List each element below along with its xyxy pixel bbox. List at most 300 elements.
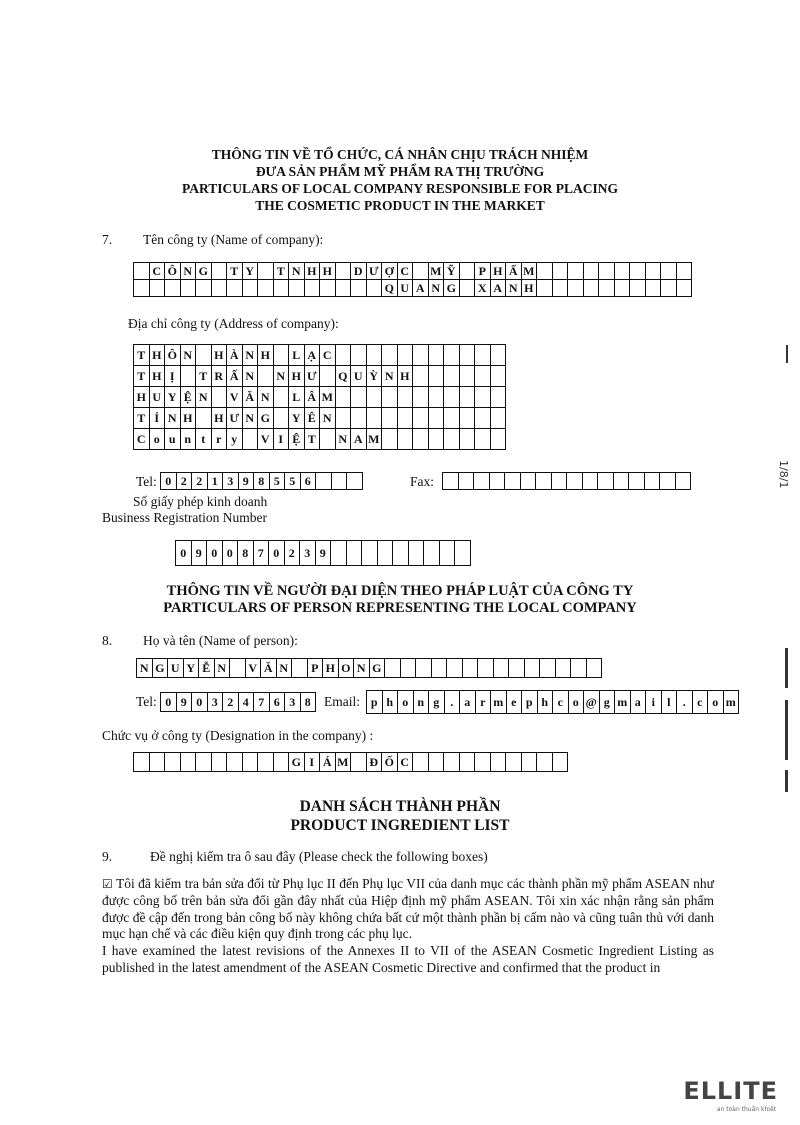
grid-cell [335,408,351,429]
declaration-paragraph [102,876,714,977]
grid-cell [474,473,490,490]
grid-cell [397,345,413,366]
grid-cell: N [382,366,398,387]
grid-cell: T [134,345,150,366]
grid-cell: 8 [238,541,254,566]
grid-cell [431,659,447,678]
grid-cell [273,753,289,772]
grid-row [137,659,602,678]
grid-cell: G [258,408,274,429]
grid-cell [458,473,474,490]
grid-cell [428,429,444,450]
grid-cell: 3 [285,693,301,712]
grid-cell: I [304,753,320,772]
grid-cell: H [149,366,165,387]
grid-cell [413,345,429,366]
grid-cell [645,263,661,280]
scan-mark [785,700,788,760]
grid-cell: 9 [315,541,331,566]
grid-cell [273,387,289,408]
grid-cell: . [444,691,460,714]
declaration-vi-text: Tôi đã kiểm tra bản sửa đổi từ Phụ lục II đến Phụ lục VII của danh mục các thành phần mỹ phẩm ASEAN như được công bố trên bản sửa đổi gần đây nhất của Hiệp định mỹ phẩm ASEAN. Tôi xin xác nhận rằng sản phẩm được đề cập đến trong bản công bố này không chứa bất cứ một thành phần bị cấm nào và cũng tuân thủ với danh mục hạn chế và các điều kiện quy định trong các phụ lục. [102,876,714,942]
grid-cell [536,473,552,490]
grid-cell [567,473,583,490]
grid-cell [475,429,491,450]
heading-line-3: PARTICULARS OF LOCAL COMPANY RESPONSIBLE FOR PLACING [181,181,619,196]
grid-cell [335,387,351,408]
grid-cell [316,473,332,490]
grid-cell [428,387,444,408]
grid-cell [614,280,630,297]
scan-mark [786,345,788,363]
grid-cell: Ợ [382,263,398,280]
grid-cell [397,429,413,450]
grid-cell [424,541,440,566]
grid-cell: N [289,263,305,280]
grid-cell: 4 [238,693,254,712]
grid-cell: c [553,691,569,714]
grid-cell: n [180,429,196,450]
grid-cell [509,659,525,678]
grid-cell: g [599,691,615,714]
grid-cell [552,280,568,297]
grid-cell [366,408,382,429]
grid-cell: Ă [261,659,277,678]
grid-cell: A [490,280,506,297]
grid-cell [459,408,475,429]
grid-cell: H [521,280,537,297]
grid-cell: P [307,659,323,678]
grid-cell [676,263,692,280]
grid-cell [455,541,471,566]
grid-cell [505,473,521,490]
grid-cell [335,345,351,366]
ellite-tagline: an toàn thuần khiết [716,1106,776,1113]
grid-cell [675,473,691,490]
grid-cell [630,280,646,297]
grid-row [134,753,568,772]
grid-cell [382,387,398,408]
grid-cell [493,659,509,678]
grid-cell: N [214,659,230,678]
grid-cell [614,263,630,280]
grid-row [134,345,506,366]
grid-cell: V [245,659,261,678]
grid-cell: U [397,280,413,297]
grid-cell: i [646,691,662,714]
grid-cell: G [196,263,212,280]
grid-cell: N [180,263,196,280]
grid-cell [428,753,444,772]
grid-cell [568,263,584,280]
grid-cell [134,263,150,280]
grid-cell: A [351,429,367,450]
grid-cell: N [196,387,212,408]
grid-cell [459,429,475,450]
grid-cell [661,263,677,280]
grid-cell: 0 [207,541,223,566]
ingredient-heading-line-1: DANH SÁCH THÀNH PHẦN [299,798,501,815]
person-tel-label: Tel: [136,694,157,709]
grid-cell: Q [335,366,351,387]
grid-cell [366,345,382,366]
grid-cell: R [211,366,227,387]
grid-cell: p [522,691,538,714]
grid-cell: Ư [304,366,320,387]
grid-cell [524,659,540,678]
grid-cell: Y [289,408,305,429]
grid-cell: L [289,387,305,408]
grid-cell [444,429,460,450]
grid-cell: N [276,659,292,678]
grid-cell [242,280,258,297]
grid-cell: T [196,366,212,387]
grid-cell [444,753,460,772]
grid-cell [180,280,196,297]
grid-cell [258,753,274,772]
grid-cell [443,473,459,490]
grid-cell [258,280,274,297]
grid-cell: m [723,691,739,714]
grid-cell [537,280,553,297]
grid-cell: Ô [165,345,181,366]
grid-cell [382,429,398,450]
grid-cell [331,473,347,490]
grid-cell [645,280,661,297]
grid-cell [537,753,553,772]
grid-cell: g [429,691,445,714]
grid-cell [211,753,227,772]
grid-cell: . [677,691,693,714]
person-name-label: Họ và tên (Name of person): [143,633,298,648]
grid-cell [292,659,308,678]
grid-cell [552,263,568,280]
grid-cell: N [180,345,196,366]
grid-cell: H [149,345,165,366]
grid-cell [444,387,460,408]
grid-cell: 6 [300,473,316,490]
grid-cell [444,366,460,387]
grid-cell: r [211,429,227,450]
grid-cell [571,659,587,678]
grid-cell [475,387,491,408]
grid-cell: H [320,263,336,280]
grid-cell [459,753,475,772]
grid-cell: T [134,408,150,429]
grid-cell [475,753,491,772]
declaration-checkbox[interactable]: ☑ [102,877,113,891]
grid-cell: N [506,280,522,297]
grid-cell [629,473,645,490]
grid-cell: G [444,280,460,297]
grid-cell: H [397,366,413,387]
grid-cell: Ô [165,263,181,280]
grid-cell: h [382,691,398,714]
grid-cell [320,429,336,450]
grid-cell [346,541,362,566]
grid-cell: Y [242,263,258,280]
grid-cell [586,659,602,678]
grid-cell [227,753,243,772]
grid-row [443,473,691,490]
grid-cell: H [490,263,506,280]
grid-cell [258,263,274,280]
scan-mark [785,770,788,792]
grid-cell [475,408,491,429]
grid-cell: H [304,263,320,280]
grid-cell: 0 [192,693,208,712]
grid-cell: o [708,691,724,714]
ellite-logo: ELLITE [683,1077,778,1105]
grid-cell: N [165,408,181,429]
grid-cell: Ị [165,366,181,387]
grid-cell: Y [183,659,199,678]
grid-cell [475,366,491,387]
heading-line-1: THÔNG TIN VỀ TỔ CHỨC, CÁ NHÂN CHỊU TRÁCH NHIỆM [211,147,589,162]
grid-cell: G [152,659,168,678]
grid-row [134,366,506,387]
scan-mark [785,648,788,688]
grid-cell: p [367,691,383,714]
grid-cell: M [521,263,537,280]
tel-label: Tel: [136,474,157,489]
person-tel-grid [160,692,316,712]
grid-cell [413,753,429,772]
grid-cell: a [460,691,476,714]
grid-cell: Ă [242,387,258,408]
grid-cell: N [258,387,274,408]
grid-row [367,691,739,714]
grid-cell: U [149,387,165,408]
grid-cell: Ỉ [149,408,165,429]
grid-cell [490,408,506,429]
grid-cell [211,263,227,280]
grid-cell: T [134,366,150,387]
section-9-number: 9. [102,849,113,864]
rep-heading-line-1: THÔNG TIN VỀ NGƯỜI ĐẠI DIỆN THEO PHÁP LUẬT CỦA CÔNG TY [166,583,634,599]
grid-cell [599,280,615,297]
grid-cell [489,473,505,490]
grid-cell [598,473,614,490]
grid-cell: Á [320,753,336,772]
grid-cell: H [211,345,227,366]
grid-cell: 7 [254,693,270,712]
grid-cell [351,280,367,297]
grid-cell [413,263,429,280]
grid-row [134,429,506,450]
grid-cell: H [211,408,227,429]
grid-cell [475,345,491,366]
grid-cell: Ỹ [444,263,460,280]
grid-cell [490,387,506,408]
email-label: Email: [324,694,360,709]
grid-cell [382,345,398,366]
grid-cell: C [149,263,165,280]
grid-cell: N [273,366,289,387]
grid-cell [366,387,382,408]
rep-heading-line-2: PARTICULARS OF PERSON REPRESENTING THE LOCAL COMPANY [163,600,637,616]
grid-cell [478,659,494,678]
grid-cell: o [398,691,414,714]
grid-cell [304,280,320,297]
grid-cell: G [289,753,305,772]
grid-cell: M [366,429,382,450]
section-7-number: 7. [102,232,113,247]
grid-cell: 0 [161,473,177,490]
grid-cell: o [568,691,584,714]
grid-cell [408,541,424,566]
grid-cell [180,753,196,772]
grid-cell [490,429,506,450]
grid-cell: V [258,429,274,450]
grid-cell [447,659,463,678]
grid-cell: 9 [238,473,254,490]
grid-cell [149,280,165,297]
grid-cell: N [137,659,153,678]
grid-cell [490,366,506,387]
grid-cell: M [335,753,351,772]
grid-cell: 8 [300,693,316,712]
grid-cell [273,345,289,366]
grid-cell [613,473,629,490]
grid-cell: 3 [223,473,239,490]
grid-cell [377,541,393,566]
grid-cell [320,280,336,297]
grid-cell: 9 [191,541,207,566]
grid-cell: 5 [285,473,301,490]
section-8-number: 8. [102,633,113,648]
grid-cell: y [227,429,243,450]
grid-cell: h [537,691,553,714]
grid-cell [366,280,382,297]
grid-cell: m [491,691,507,714]
grid-cell: C [320,345,336,366]
grid-cell [462,659,478,678]
grid-cell [676,280,692,297]
grid-cell [351,408,367,429]
grid-cell [165,280,181,297]
grid-cell [439,541,455,566]
grid-cell [583,263,599,280]
grid-cell [258,366,274,387]
grid-cell: H [258,345,274,366]
grid-cell: 0 [269,541,285,566]
grid-cell: c [692,691,708,714]
grid-cell: 2 [176,473,192,490]
grid-cell: m [615,691,631,714]
grid-cell [444,408,460,429]
grid-cell: Ẩ [506,263,522,280]
grid-cell: A [413,280,429,297]
designation-grid [133,752,568,772]
grid-cell [459,280,475,297]
grid-cell: o [149,429,165,450]
grid-cell: M [428,263,444,280]
grid-cell: N [242,408,258,429]
grid-cell: l [661,691,677,714]
grid-cell [289,280,305,297]
grid-cell [520,473,536,490]
grid-cell [599,263,615,280]
grid-cell: C [134,429,150,450]
grid-cell: T [304,429,320,450]
declaration-en-text: I have examined the latest revisions of the Annexes II to VII of the ASEAN Cosmetic Ingredient Listing as published in the latest amendment of the ASEAN Cosmetic Directive and confirmed that the product in [102,943,714,975]
grid-cell [583,280,599,297]
grid-cell: Â [304,387,320,408]
person-name-grid [136,658,602,678]
grid-cell: Ệ [289,429,305,450]
grid-cell: O [338,659,354,678]
grid-cell: H [289,366,305,387]
grid-cell: X [475,280,491,297]
grid-cell [397,387,413,408]
grid-cell [230,659,246,678]
grid-cell [335,280,351,297]
grid-cell [459,366,475,387]
grid-cell: Ố [382,753,398,772]
grid-cell [227,280,243,297]
grid-cell: 7 [253,541,269,566]
grid-cell [196,753,212,772]
grid-cell: 6 [269,693,285,712]
grid-cell [490,345,506,366]
grid-cell [242,429,258,450]
grid-cell [351,345,367,366]
grid-row [134,263,692,280]
grid-cell [551,473,567,490]
grid-cell [459,263,475,280]
grid-cell: 2 [223,693,239,712]
grid-row [176,541,471,566]
grid-cell [242,753,258,772]
grid-row [134,387,506,408]
company-name-label: Tên công ty (Name of company): [143,232,324,247]
grid-cell [196,408,212,429]
grid-cell: a [630,691,646,714]
grid-cell [413,429,429,450]
grid-cell: Ấ [227,366,243,387]
grid-cell [630,263,646,280]
grid-cell: 0 [176,541,192,566]
grid-cell: D [351,263,367,280]
grid-cell: @ [584,691,600,714]
email-grid [366,690,739,714]
grid-cell [428,408,444,429]
grid-cell: Ạ [304,345,320,366]
grid-cell [196,345,212,366]
grid-cell: Đ [366,753,382,772]
grid-cell: C [397,753,413,772]
company-tel-grid [160,472,363,490]
company-address-label: Địa chỉ công ty (Address of company): [128,316,339,331]
grid-cell: n [413,691,429,714]
grid-cell: 3 [207,693,223,712]
grid-cell [382,408,398,429]
brn-label-en: Business Registration Number [102,510,267,525]
grid-cell: Q [382,280,398,297]
grid-row [134,408,506,429]
brn-grid [175,540,471,566]
grid-cell: G [369,659,385,678]
company-fax-grid [442,472,691,490]
grid-cell [393,541,409,566]
grid-cell [459,387,475,408]
grid-cell: N [335,429,351,450]
designation-label: Chức vụ ở công ty (Designation in the company) : [102,728,374,743]
grid-cell: H [180,408,196,429]
grid-cell [644,473,660,490]
grid-cell [335,263,351,280]
